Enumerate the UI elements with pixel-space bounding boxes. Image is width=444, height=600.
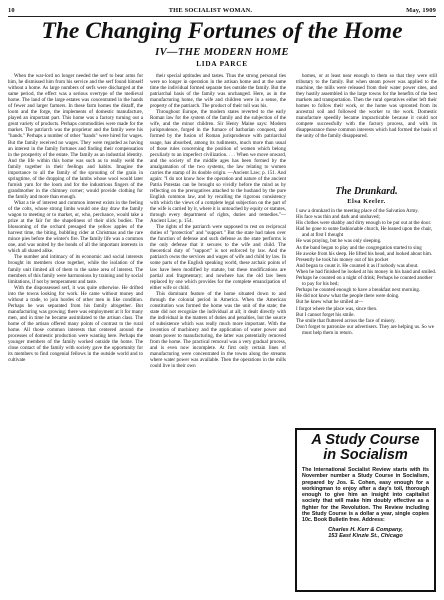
ad-address-line-1: Charles H. Kerr & Company, (328, 526, 403, 533)
poem-line: I saw a drunkard in the meeting place of the Salvation Army. (296, 208, 419, 214)
article-column-1 (8, 73, 143, 595)
paragraph: The number and intimacy of its economic and social interests brought its members close together, while the isolation of the family unit limited all of them to the same area of interest. The members of this family were harmonious by training and by social limitations, if not by temperament and taste. (8, 254, 143, 285)
poem-line: Perhaps he counted enough to have a breakfast next morning. (296, 287, 421, 294)
poem-line: He awoke from his sleep. He lifted his head, and looked about him. (296, 250, 433, 257)
poem-line: His clothes were shabby and dirty enough to be put out at the door. (296, 220, 432, 227)
poem-line: He did not know what the people there were doing. (296, 293, 400, 300)
study-course-advertisement (295, 428, 436, 592)
paragraph: This dominant feature of the home situated down to and through the colonial period in America. When the American constitution was formed the home was the unit of the state; the state did not recognize the individual at all; it dealt directly with the individual in the matters of duties and penalties, but the source of subsistence which was really much more important. With the invention of machinery and the application of water power and steam power to manufacturing, the latter was potentially removed from the home. The practical removal was a very gradual process, and is even now incomplete. At first only certain lines of manufacturing were concentrated in the towns along the streams where water power was available. Then the operations in the mills could live in their own (150, 290, 286, 370)
poem-line: Perhaps he counted on a night of drink; Perhaps he counted another to pay for his bed; (296, 275, 433, 288)
poem-line: But I cannot forget his smile. (296, 311, 355, 318)
ad-title (297, 433, 434, 463)
ad-title-line-2: in Socialism (323, 447, 408, 463)
paragraph: Throughout Europe, the modern states reverted to the early Roman law for the system of the family and the subjection of the wife, and the minor children. Sir Henry Maine says: Modern jurisprudence, forged in the furnace of barbarian conquest, and formed by the fusion of Roman jurisprudence with patriarchal usage, has absorbed, among its rudiments, much more than usual of those rules concerning the position of women which belong peculiarly to an imperfect civilization. . . . When we move onward, and the society of the middle ages has been formed by the amalgamation of the two systems, the law relating to women carries the stamp of its double origin. —Ancient Law; p. 151. And again: "I do not know how the operation and nature of the ancient Patria Potestas can be brought so vividly before the mind as by reflecting on the prerogatives attached to the husband by the pure English common law, and by recalling the rigorous consistency with which the views of a complete legal subjection on the part of the wife is carried by it, where it is untouched by equity or statutes, through every department of rights, duties and remedies."—Ancient Law; p. 154. (150, 109, 286, 225)
poem-line: And began to count it. He counted it as if nobody was about. (296, 262, 419, 269)
journal-name: THE SOCIALIST WOMAN. (168, 6, 253, 14)
poem-footer-note: Don't forget to patronize our advertisers. They are helping us. So we must help them in return. (296, 323, 434, 336)
ad-address (297, 527, 434, 540)
page-number: 10 (8, 6, 15, 14)
paragraph: With the dispossessed serf, it was quite otherwise. He drifted into the towns looking for work. He came without money and without a trade, to join hordes of other men in like condition. Perhaps he was separated from his family altogether. But manufacturing was growing; there was employment at it for many men, and in time he became assimilated to the artisan class. The home of the artisan offered many points of contrast to the rural home. All those common interests that centered around the processes of domestic production were wanting here. Perhaps the younger members of the family worked outside the home. The close contact of the family with society gave the opportunity for its members to find congenial fellows in the outside world and to cultivate (8, 284, 143, 364)
paragraph: their special aptitudes and tastes. Thus the strong personal ties were no longer in operation in the artisan home and at the same time the individual formed separate ties outside the family. But the patriarchal basis of the family was unchanged. Here, as in the manufacturing home, the wife and children were in a sense, the property of the patriarch. The product of their toil was his. (150, 73, 286, 110)
poem-author: Elsa Keeler. (347, 198, 386, 205)
page-header (8, 4, 436, 16)
ad-address-line-2: 153 East Kinzie St., Chicago (328, 533, 403, 540)
paragraph: What a tie of interest and common interest exists in the feeling of the colts, whose strong limbs would one day draw the family wagon to meeting or to market, or, who, perchance, would take a prize at the fair for the shapeliness of their slick bodies. The blossoming of the orchard presaged the yellow apples of the harvest time, the biting, bubbling cider at Christmas and the rare mince pies before the winter's fire. The family life was a common one, and was united by the bonds of all the important interests in which all shared alike. (8, 199, 143, 255)
poem-body (296, 208, 437, 390)
poem-line: But he knew what he smiled at— (296, 299, 364, 306)
poem-line: The smile that fluttered across the face of misery. (296, 317, 396, 324)
ad-body: The International Socialist Review starts with its November number a Study Course in Socialism, prepared by Jos. E. Cohen, easy enough for a workingman to enjoy after a day's toil, thorough enough to give him an insight into capitalist society that will make him doubly effective as a fighter for the Revolution. The Review including the Study Course is a dollar a year, single copies 10c. Book Bulletin free. Address: (302, 467, 429, 524)
ad-title-line-1: A Study Course (311, 432, 420, 448)
poem-line: As the band began to play and the congregation started to sing (296, 244, 422, 251)
poem-line: He was praying, but he was only sleeping. (296, 238, 382, 245)
poem-line: I forgot where the place was, since then. (296, 305, 378, 312)
poem-title: The Drunkard. (335, 186, 398, 197)
article-author: LIDA PARCE (196, 60, 248, 68)
header-rule (8, 16, 436, 17)
poem-line: Presently he took his money out of his pocket (296, 256, 389, 263)
article-subtitle: IV—THE MODERN HOME (155, 47, 289, 58)
paragraph: When the war-lord no longer needed the serf to bear arms for him, he dismissed him from his service and the serf found himself without a home. As large numbers of serfs were discharged at the same period, the effect was a serious overtype of the medieval home. The land of the large estates was concentrated in the hands of fewer and larger farmers. In these farm homes the distaff, the loom and the forge, the implements of domestic manufacture, played an important part. This home was a factory turning out a great variety of products. Perhaps commodities were made for the market. The patriarch was the proprietor and the family were his "hands." Perhaps a number of other "hands" were hired for wages. But the family received no wages. They were regarded as having an interest in the family fortunes and finding their compensation in the prosperity of the estate. The family as an industrial identity. And the life within this home was such as to really weld the family together in their feelings and habits. Imagine the importance to all the family of the sprouting of the grain in springtime, of the dropping of the lambs whose wool would later furnish yarn for the loom and for the industrious fingers of the grandmother in the chimney corner; would provide clothing for the family and more than enough. (8, 73, 143, 200)
paragraph: The rights of the patriarch were supposed to rest on reciprocal duties of "protection" and "support." But the state had taken over the function of defense and such defense as the state performs is the only defense that it secures to the wife and child. The theoretical duty of "support" is not enforced by law. And the patriarch owns the services and wages of wife and child by law. In some parts of the English speaking world, these archaic points of law have been modified by statute, but these modifications are partial and fragmentary; and nowhere has the old law been replaced by one which provides for the complete emancipation of either wife or child. (150, 224, 286, 291)
poem-line: When he had finished he looked at his money in his hand and smiled. (296, 268, 437, 275)
poem-line: His face was thin and dark and unshaved; (296, 214, 380, 221)
article-title: The Changing Fortunes of the Home (41, 18, 403, 44)
article-column-3 (296, 73, 437, 185)
issue-date: May, 1909 (406, 6, 436, 14)
poem-line: Had he gone to some fashionable church, He leaned upon the chair, and at first I thought (296, 226, 433, 239)
paragraph: homes, or at least near enough to them so that they were still tributary to the family. But when steam power was applied to the machine, the mills were released from their water power sites, and they hastily assembled in the large towns for the benefits of the best markets and transportation. Then the rural operatives either left their homes to follow their work, or the home was uprooted from its ancestral soil and followed the worker to the work. Domestic manufacture speedily became impracticable because it could not compete successfully with the factory process, and with its disappearance those common interests which had formed the basis of the unity of the family disappeared. (296, 73, 437, 140)
article-column-2 (150, 73, 286, 595)
